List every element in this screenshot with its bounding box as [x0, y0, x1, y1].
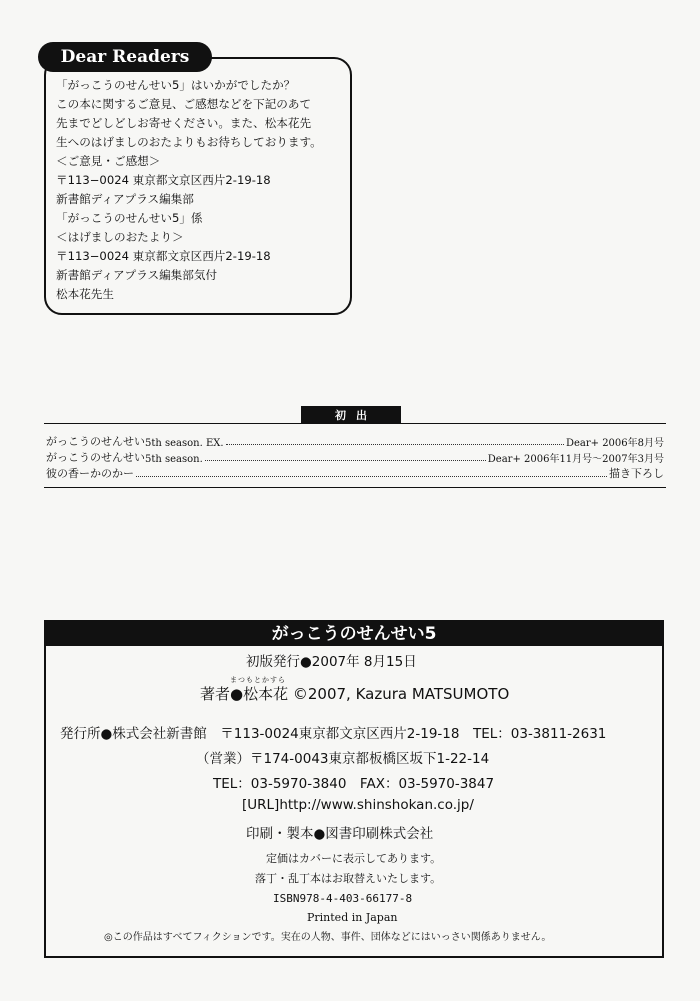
readers-line: 先までどしどしお寄せください。また、松本花先 — [56, 116, 312, 130]
origin-work-en: 5th season. — [145, 454, 203, 465]
isbn: ISBN978-4-403-66177-8 — [273, 892, 413, 905]
author-line: 著者●松本花 ©2007, Kazura MATSUMOTO — [200, 685, 510, 703]
origin-work-jp: がっこうのせんせい — [46, 451, 145, 464]
readers-line: 新書館ディアプラス編集部 — [56, 192, 194, 206]
readers-line: 「がっこうのせんせい5」係 — [56, 211, 203, 225]
fiction-note: ◎この作品はすべてフィクションです。実在の人物、事件、団体などにはいっさい関係ありません。 — [104, 932, 552, 943]
readers-line: 〒113−0024 東京都文京区西片2-19-18 — [56, 249, 271, 263]
readers-line: ＜ご意見・ご感想＞ — [56, 154, 161, 168]
first-edition-date: 初版発行●2007年 8月15日 — [246, 654, 417, 670]
readers-line: この本に関するご意見、ご感想などを下記のあて — [56, 97, 312, 111]
publisher-url: [URL]http://www.shinshokan.co.jp/ — [242, 797, 474, 813]
origin-work-jp: がっこうのせんせい — [46, 435, 145, 448]
readers-line: 新書館ディアプラス編集部気付 — [56, 268, 218, 282]
leader-dots — [136, 476, 607, 477]
price-note: 定価はカバーに表示してあります。 — [266, 852, 442, 865]
author-ruby: まつもとかすら — [230, 676, 286, 684]
leader-dots — [226, 444, 564, 445]
origin-row — [46, 433, 664, 449]
origin-list — [46, 433, 664, 481]
origin-top-rule — [44, 423, 666, 424]
readers-line: 生へのはげましのおたよりもお待ちしております。 — [56, 135, 322, 149]
origin-row — [46, 449, 664, 465]
sales-tel-fax: TEL：03-5970-3840 FAX：03-5970-3847 — [213, 776, 495, 792]
origin-source: 描き下ろし — [609, 467, 664, 480]
origin-source: Dear+ 2006年8月号 — [565, 438, 664, 449]
readers-tab-label: Dear Readers — [38, 42, 212, 72]
readers-line: 〒113−0024 東京都文京区西片2-19-18 — [56, 173, 271, 187]
colophon-title: がっこうのせんせい5 — [46, 622, 662, 646]
origin-bottom-rule — [44, 487, 666, 488]
readers-line: 「がっこうのせんせい5」はいかがでしたか？ — [56, 78, 296, 92]
readers-line: ＜はげましのおたより＞ — [56, 230, 184, 244]
leader-dots — [205, 460, 486, 461]
publisher-line: 発行所●株式会社新書館 〒113-0024東京都文京区西片2-19-18 TEL：03-3811-2631 — [60, 726, 607, 742]
origin-work-en: 5th season. EX. — [145, 438, 224, 449]
origin-source: Dear+ 2006年11月号〜2007年3月号 — [487, 454, 664, 465]
origin-work-jp: 彼の香ーかのかー — [46, 467, 134, 480]
sales-address: （営業）〒174-0043東京都板橋区坂下1-22-14 — [196, 751, 490, 767]
readers-text — [56, 76, 340, 304]
printed-in: Printed in Japan — [307, 911, 398, 924]
origin-title: 初出 — [301, 406, 401, 423]
defect-note: 落丁・乱丁本はお取替えいたします。 — [255, 872, 442, 885]
origin-row — [46, 465, 664, 481]
printing-line: 印刷・製本●図書印刷株式会社 — [246, 826, 434, 842]
readers-line: 松本花先生 — [56, 287, 114, 301]
readers-box — [44, 57, 352, 315]
